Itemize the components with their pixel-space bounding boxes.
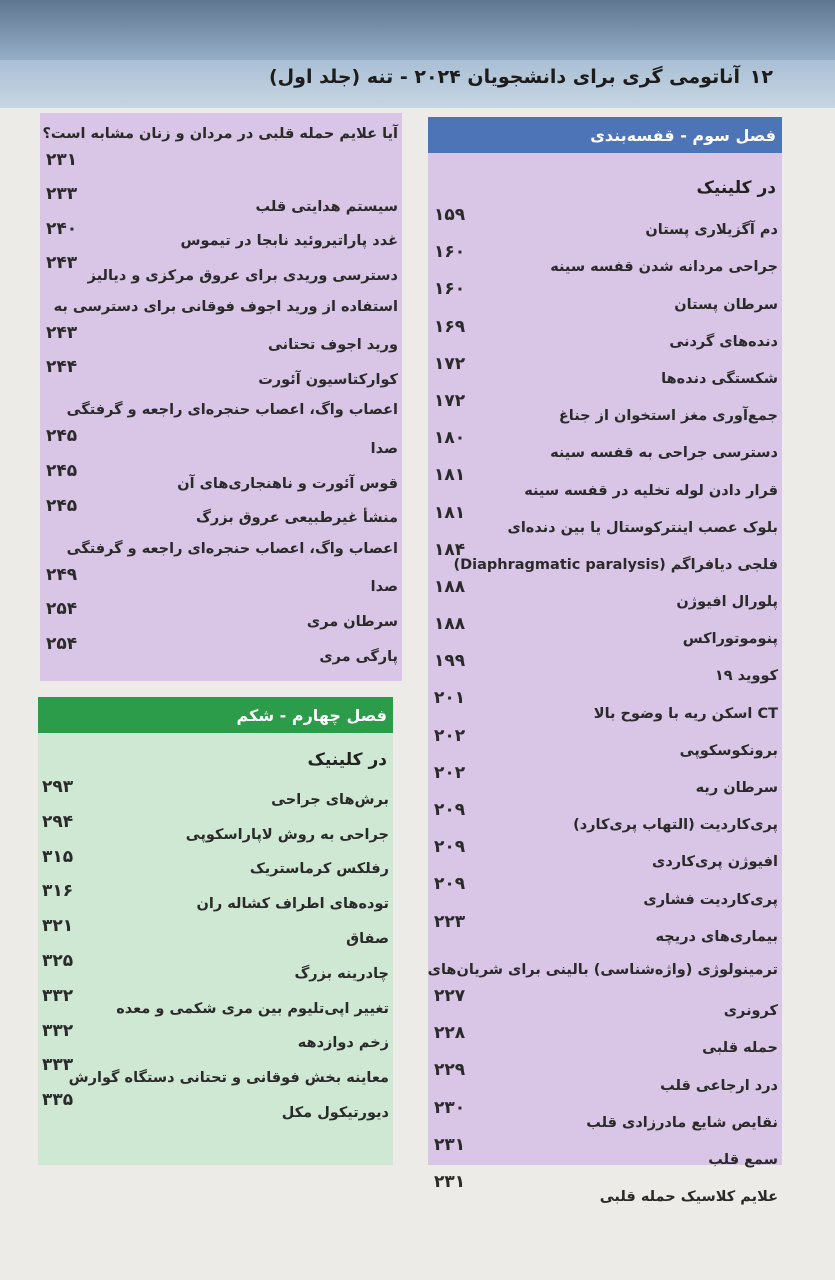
toc-entry [428,354,782,391]
chapter3-continued-panel [40,113,402,681]
toc-entry-page: ۱۸۱ [434,465,466,486]
toc-entry-page: ۲۰۹ [434,837,466,858]
toc-entry-page: ۲۰۲ [434,725,466,746]
toc-entry [428,1172,782,1209]
toc-entry-title: پارگی مری [319,648,398,665]
toc-entry-title: کووید ۱۹ [714,668,778,685]
toc-entry [40,323,402,358]
toc-entry-title: توده‌های اطراف کشاله ران [196,896,389,913]
toc-entry [38,812,393,847]
toc-entry-page: ۲۲۳ [434,911,466,932]
toc-entry-page: ۲۴۳ [46,322,78,343]
toc-entry-title: استفاده از ورید اجوف فوقانی برای دسترسی به [53,298,398,315]
toc-entry-page: ۲۲۷ [434,985,466,1006]
toc-entry [38,1090,393,1125]
toc-entry-page: ۳۳۲ [42,1020,74,1041]
toc-entry-title: اعصاب واگ، اعصاب حنجره‌ای راجعه و گرفتگی [66,540,398,557]
toc-entry-page: ۲۹۴ [42,811,74,832]
toc-entry-page: ۱۸۰ [434,428,466,449]
toc-entry-page: ۲۳۳ [46,184,78,205]
toc-entry [428,837,782,874]
toc-entry [38,986,393,1021]
toc-entry-page: ۲۵۴ [46,599,78,620]
toc-entry-page: ۱۶۰ [434,279,466,300]
toc-entry [428,428,782,465]
page-title: آناتومی گری برای دانشجویان ۲۰۲۴ - تنه (جلد اول) [268,66,740,88]
toc-entry [428,986,782,1023]
toc-entry-page: ۱۶۹ [434,316,466,337]
toc-entry-title: صفاق [346,930,389,947]
toc-entry-title: معاینه بخش فوقانی و تحتانی دستگاه گوارش [68,1070,389,1087]
toc-entry-title: درد ارجاعی قلب [660,1077,778,1094]
toc-entry-page: ۱۶۰ [434,242,466,263]
toc-entry-title: منشأ غیرطبیعی عروق بزرگ [196,510,398,527]
toc-entry-title: پنوموتوراکس [682,631,778,648]
toc-entry-title: کوارکتاسیون آئورت [258,371,398,388]
toc-entry [428,912,782,949]
toc-entry [428,1135,782,1172]
toc-entry [40,184,402,219]
toc-entry-title: رفلکس کرماستریک [249,861,389,878]
toc-entry [40,357,402,392]
toc-entry-page: ۱۸۸ [434,614,466,635]
toc-entry-page: ۳۲۱ [42,916,74,937]
toc-entry-page: ۳۳۲ [42,985,74,1006]
toc-entry [38,1021,393,1056]
toc-entry [40,599,402,634]
toc-entry-title: فلجی دیافراگم (Diaphragmatic paralysis) [453,556,778,573]
toc-entry-title: برش‌های جراحی [271,791,389,808]
chapter3-subheading: در کلینیک [696,178,776,198]
toc-entry [428,279,782,316]
toc-entry [40,634,402,669]
toc-entry-page: ۲۳۰ [434,1097,466,1118]
toc-entry [38,951,393,986]
toc-entry-title: دیورتیکول مکل [281,1104,389,1121]
toc-entry-page: ۲۳۱ [434,1171,466,1192]
toc-entry-title: شکستگی دنده‌ها [661,370,778,387]
toc-entry [428,651,782,688]
toc-entry [40,219,402,254]
toc-entry [38,847,393,882]
chapter3-title: فصل سوم - قفسه‌بندی [590,125,776,145]
toc-entry-title: صدا [370,440,398,457]
toc-entry-page: ۲۴۵ [46,460,78,481]
toc-entry-page: ۱۸۱ [434,502,466,523]
toc-entry-title: دسترسی وریدی برای عروق مرکزی و دیالیز [87,267,398,284]
toc-entry [40,150,402,185]
toc-entry-title: سرطان پستان [674,296,778,313]
toc-entry-page: ۲۰۹ [434,874,466,895]
toc-entry [428,688,782,725]
toc-entry [428,949,782,986]
chapter4-subheading: در کلینیک [307,750,387,770]
page-header [0,60,835,108]
toc-entry-title: علایم کلاسیک حمله قلبی [599,1189,778,1206]
toc-entry-title: بلوک عصب اینترکوستال یا بین دنده‌ای [507,519,778,536]
toc-entry [40,115,402,150]
toc-entry-title: نقایص شایع مادرزادی قلب [586,1114,778,1131]
toc-entry-page: ۱۷۲ [434,353,466,374]
toc-entry [40,426,402,461]
toc-entry-title: جراحی مردانه شدن قفسه سینه [550,259,778,276]
chapter3-panel [427,117,782,1206]
toc-entry [40,496,402,531]
toc-entry [428,317,782,354]
toc-entry-page: ۱۸۴ [434,539,466,560]
toc-entry [428,763,782,800]
toc-entry-page: ۲۴۳ [46,253,78,274]
toc-entry-page: ۱۵۹ [434,205,466,225]
toc-entry [40,392,402,427]
toc-entry [40,288,402,323]
toc-entry [428,874,782,911]
toc-entry-title: بیماری‌های دریچه [655,928,778,945]
toc-entry-page: ۱۷۲ [434,390,466,411]
toc-entry-title: افیوژن پری‌کاردی [652,854,778,871]
toc-entry-title: پلورال افیوژن [676,594,778,611]
toc-entry-title: تغییر اپی‌تلیوم بین مری شکمی و معده [116,1000,389,1017]
toc-entry [428,726,782,763]
toc-entry-page: ۱۸۸ [434,576,466,597]
toc-entry [38,1055,393,1090]
toc-entry [428,577,782,614]
toc-entry-title: آیا علایم حمله قلبی در مردان و زنان مشابه است؟ [42,125,398,142]
toc-entry-page: ۲۳۱ [46,149,78,170]
toc-entry-page: ۲۴۵ [46,426,78,447]
toc-entry [38,777,393,812]
toc-entry [428,1060,782,1097]
toc-entry-page: ۳۱۵ [42,846,74,867]
chapter3-continued-list [40,115,402,669]
toc-entry-page: ۲۲۸ [434,1023,466,1044]
toc-entry-page: ۲۴۴ [46,357,78,378]
toc-entry-title: چادرینه بزرگ [294,965,389,982]
toc-entry-title: سرطان مری [306,613,398,630]
toc-entry [40,530,402,565]
toc-entry-title: دسترسی جراحی به قفسه سینه [550,445,778,462]
toc-entry-title: جمع‌آوری مغز استخوان از جناغ [558,408,778,425]
toc-entry-page: ۱۹۹ [434,651,466,672]
toc-entry [38,881,393,916]
toc-entry [428,614,782,651]
toc-entry [40,461,402,496]
toc-entry-page: ۳۱۶ [42,881,74,902]
toc-entry [428,391,782,428]
toc-entry-title: سرطان ریه [695,780,778,796]
toc-entry-title: CT اسکن ریه با وضوح بالا [593,705,778,722]
toc-entry-title: ورید اجوف تحتانی [267,337,398,354]
toc-entry-page: ۳۳۵ [42,1090,74,1111]
toc-entry-page: ۲۳۱ [434,1134,466,1155]
toc-entry [428,1098,782,1135]
toc-entry-title: قرار دادن لوله تخلیه در قفسه سینه [524,482,778,499]
toc-entry-page: ۳۳۳ [42,1055,74,1076]
toc-entry-page: ۲۰۲ [434,762,466,783]
toc-entry-title: برونکوسکوپی [679,742,778,759]
toc-entry-title: پری‌کاردیت فشاری [643,891,778,908]
page-number: ۱۲ [749,66,773,88]
toc-entry-title: دنده‌های گردنی [669,333,778,350]
toc-entry-title: پری‌کاردیت (التهاب پری‌کارد) [573,817,778,834]
toc-entry-page: ۳۲۵ [42,950,74,971]
toc-entry-page: ۲۹۳ [42,777,74,797]
toc-entry-title: سیستم هدایتی قلب [255,198,398,215]
toc-entry-page: ۲۰۱ [434,688,466,709]
toc-entry-title: کرونری [723,1003,778,1020]
toc-entry-page: ۲۴۵ [46,495,78,516]
chapter4-title-bar [38,697,393,733]
toc-entry [428,465,782,502]
chapter4-list [38,777,393,1125]
toc-entry [428,205,782,242]
chapter4-title: فصل چهارم - شکم [236,705,387,725]
toc-entry-title: صدا [370,579,398,596]
toc-entry-title: قوس آئورت و ناهنجاری‌های آن [177,475,398,492]
toc-entry-title: جراحی به روش لاپاراسکوپی [185,826,389,843]
toc-entry [38,916,393,951]
toc-entry [428,1023,782,1060]
toc-entry [40,253,402,288]
toc-entry-page: ۲۵۴ [46,633,78,654]
toc-entry [40,565,402,600]
toc-entry-page: ۲۴۹ [46,564,78,585]
toc-entry-title: دم آگزیلاری پستان [645,222,778,239]
toc-entry-page: ۲۰۹ [434,800,466,820]
toc-entry [428,540,782,577]
chapter4-panel [38,697,393,1165]
toc-entry-title: غدد پاراتیروئید نابجا در تیموس [180,233,398,250]
toc-entry-title: سمع قلب [708,1151,778,1168]
toc-entry [428,242,782,279]
toc-entry-title: حمله قلبی [702,1040,778,1057]
toc-entry-title: اعصاب واگ، اعصاب حنجره‌ای راجعه و گرفتگی [66,402,398,419]
toc-entry-title: زخم دوازدهه [297,1035,389,1052]
toc-entry-page: ۲۲۹ [434,1060,466,1081]
toc-entry [428,800,782,837]
toc-entry-page: ۲۴۰ [46,218,78,239]
toc-entry-title: ترمینولوژی (واژه‌شناسی) بالینی برای شریان‌های [427,961,778,978]
toc-entry [428,503,782,540]
chapter3-list [428,205,782,1209]
chapter3-title-bar [428,117,782,153]
